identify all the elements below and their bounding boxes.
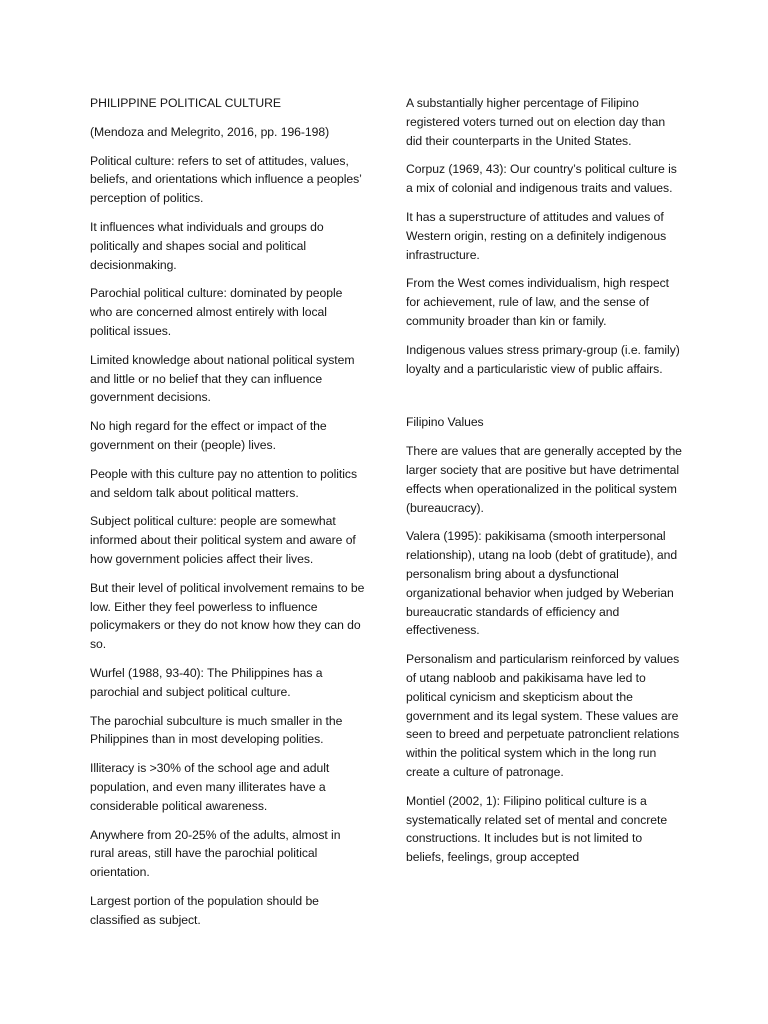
paragraph: Anywhere from 20-25% of the adults, almost in rural areas, still have the parochial political orientation.	[90, 827, 341, 880]
paragraph: From the West comes individualism, high respect for achievement, rule of law, and the sense of community broader than kin or family.	[406, 276, 669, 328]
section-gap	[406, 388, 682, 413]
document-title: PHILIPPINE POLITICAL CULTURE	[90, 96, 281, 110]
paragraph: Political culture: refers to set of attitudes, values, beliefs, and orientations which influence a peoples’ perception of politics.	[90, 153, 362, 206]
paragraph: Personalism and particularism reinforced by values of utang nabloob and pakikisama have led to political cynicism and skepticism about the government and its legal system. These values are seen to breed and perpetuate patronclient relations within the political system which in the long run create a culture of patronage.	[406, 652, 680, 779]
paragraph: A substantially higher percentage of Filipino registered voters turned out on election day than did their counterparts in the United States.	[406, 96, 666, 148]
paragraph: But their level of political involvement remains to be low. Either they feel powerless to influence policymakers or they do not know how they can do so.	[90, 580, 365, 652]
paragraph: Limited knowledge about national political system and little or no belief that they can influence government decisions.	[90, 352, 355, 405]
paragraph: There are values that are generally accepted by the larger society that are positive but have detrimental effects when operationalized in the political system (bureaucracy).	[406, 444, 682, 515]
right-column	[406, 94, 682, 877]
paragraph: Corpuz (1969, 43): Our country’s political culture is a mix of colonial and indigenous traits and values.	[406, 162, 677, 196]
paragraph: Montiel (2002, 1): Filipino political culture is a systematically related set of mental and concrete constructions. It includes but is not limited to beliefs, feelings, group accepted	[406, 793, 668, 865]
paragraph: The parochial subculture is much smaller in the Philippines than in most developing polities.	[90, 713, 343, 747]
section-heading: Filipino Values	[406, 415, 484, 430]
citation: (Mendoza and Melegrito, 2016, pp. 196-198)	[90, 124, 330, 139]
paragraph: Indigenous values stress primary-group (i.e. family) loyalty and a particularistic view of public affairs.	[406, 342, 680, 376]
paragraph: Illiteracy is >30% of the school age and adult population, and even many illiterates have a considerable political awareness.	[90, 761, 330, 813]
paragraph: Parochial political culture: dominated by people who are concerned almost entirely with local political issues.	[90, 286, 343, 338]
paragraph: Subject political culture: people are somewhat informed about their political system and aware of how government policies affect their lives.	[90, 514, 356, 566]
paragraph: Wurfel (1988, 93-40): The Philippines has a parochial and subject political culture.	[90, 665, 323, 699]
paragraph: People with this culture pay no attention to politics and seldom talk about political matters.	[90, 466, 357, 500]
paragraph: It influences what individuals and groups do politically and shapes social and political decisionmaking.	[90, 219, 324, 272]
paragraph: No high regard for the effect or impact of the government on their (people) lives.	[90, 419, 327, 452]
paragraph: Valera (1995): pakikisama (smooth interpersonal relationship), utang na loob (debt of gratitude), and personalism bring about a dysfunctional organizational behavior when judged by Weberian bureaucratic standards of efficiency and effectiveness.	[406, 529, 678, 638]
paragraph: Largest portion of the population should be classified as subject.	[90, 893, 319, 927]
paragraph: It has a superstructure of attitudes and values of Western origin, resting on a definitely indigenous infrastructure.	[406, 209, 667, 262]
left-column	[90, 94, 366, 939]
